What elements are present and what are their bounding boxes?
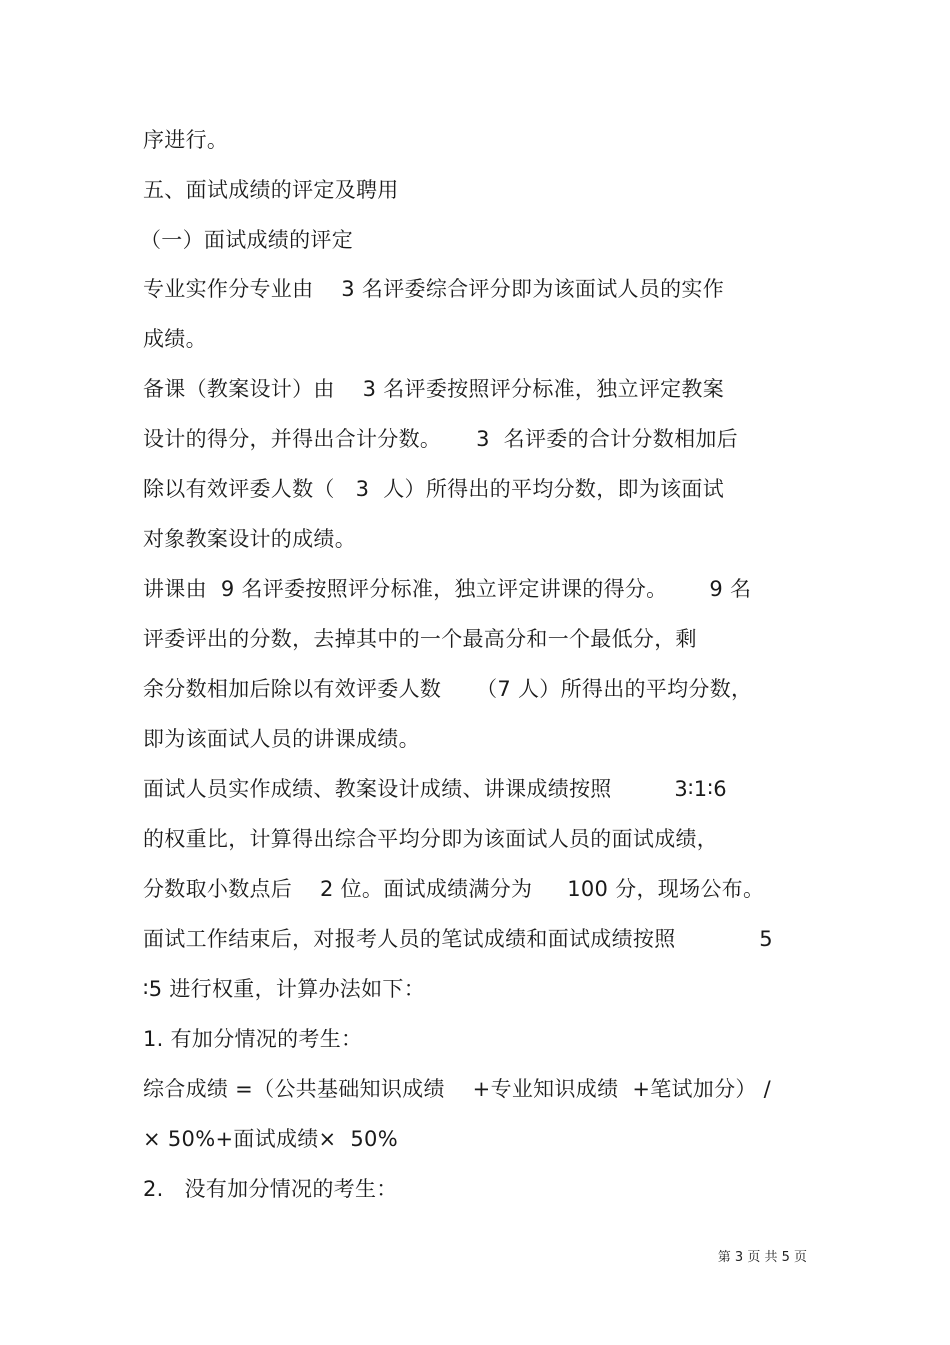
text-line: 成绩。 bbox=[143, 327, 207, 351]
text-line: 面试人员实作成绩、教案设计成绩、讲课成绩按照 3∶1∶6 bbox=[143, 777, 727, 801]
text-line: 专业实作分专业由 3 名评委综合评分即为该面试人员的实作 bbox=[143, 277, 725, 301]
text-line: 余分数相加后除以有效评委人数 （7 人）所得出的平均分数， bbox=[143, 677, 753, 701]
text-line: 除以有效评委人数（ 3 人）所得出的平均分数，即为该面试 bbox=[143, 477, 725, 501]
list-item: 2. 没有加分情况的考生： bbox=[143, 1177, 398, 1201]
text-line: 即为该面试人员的讲课成绩。 bbox=[143, 727, 420, 751]
text-line: 讲课由 9 名评委按照评分标准，独立评定讲课的得分。 9 名 bbox=[143, 577, 752, 601]
text-line: 序进行。 bbox=[143, 128, 229, 152]
text-line: 分数取小数点后 2 位。面试成绩满分为 100 分，现场公布。 bbox=[143, 877, 765, 901]
text-line: 对象教案设计的成绩。 bbox=[143, 527, 356, 551]
text-line: ∶5 进行权重，计算办法如下： bbox=[143, 977, 426, 1001]
subsection-heading: （一）面试成绩的评定 bbox=[140, 228, 353, 252]
text-line: 面试工作结束后，对报考人员的笔试成绩和面试成绩按照 5 bbox=[143, 927, 773, 951]
formula-line: × 50%+面试成绩× 50% bbox=[143, 1127, 398, 1151]
text-line: 的权重比，计算得出综合平均分即为该面试人员的面试成绩， bbox=[143, 827, 719, 851]
page-number: 第 3 页 共 5 页 bbox=[717, 1250, 807, 1265]
section-heading: 五、面试成绩的评定及聘用 bbox=[143, 178, 399, 202]
text-line: 设计的得分，并得出合计分数。 3 名评委的合计分数相加后 bbox=[143, 427, 738, 451]
list-item: 1. 有加分情况的考生： bbox=[143, 1027, 363, 1051]
text-line: 评委评出的分数，去掉其中的一个最高分和一个最低分，剩 bbox=[143, 627, 697, 651]
text-line: 备课（教案设计）由 3 名评委按照评分标准，独立评定教案 bbox=[143, 377, 725, 401]
formula-line: 综合成绩 =（公共基础知识成绩 +专业知识成绩 +笔试加分） / bbox=[143, 1077, 772, 1101]
